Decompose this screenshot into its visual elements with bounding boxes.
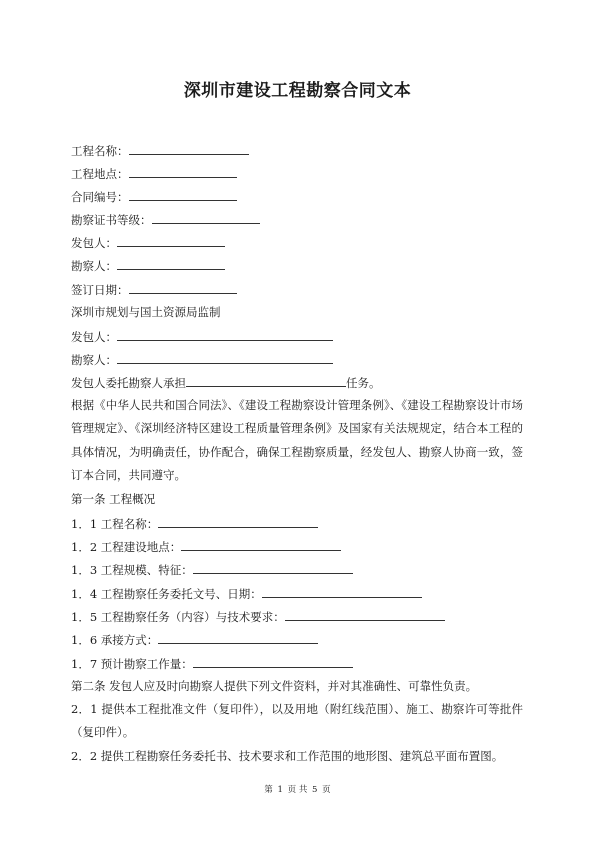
entrust-line: 发包人委托勘察人承担 任务。 bbox=[71, 376, 381, 390]
blank-line[interactable] bbox=[285, 608, 445, 621]
field-surveyor: 勘察人： bbox=[71, 257, 225, 274]
field-contract-number: 合同编号： bbox=[71, 188, 237, 205]
preamble-paragraph: 根据《中华人民共和国合同法》、《建设工程勘察设计管理条例》、《建设工程勘察设计市场管理规定》、《深圳经济特区建设工程质量管理条例》及国家有关法规规定，结合本工程的具体情况，为明确责任，协作配合，确保工程勘察质量，经发包人、勘察人协商一致，签订本合同，共同遵守。 bbox=[71, 398, 523, 482]
party-b-line: 勘察人： bbox=[71, 351, 333, 368]
article-2-title: 第二条 发包人应及时向勘察人提供下列文件资料，并对其准确性、可靠性负责。 bbox=[71, 679, 478, 693]
current-page-number: 1 bbox=[277, 785, 283, 795]
blank-line[interactable] bbox=[129, 165, 237, 178]
total-page-number: 5 bbox=[312, 785, 318, 795]
blank-line[interactable] bbox=[152, 211, 260, 224]
field-client: 发包人： bbox=[71, 234, 225, 251]
blank-line[interactable] bbox=[262, 585, 422, 598]
article-1-item: 1．1 工程名称： bbox=[71, 515, 318, 532]
blank-line[interactable] bbox=[158, 515, 318, 528]
article-2-item-2: 2．2 提供工程勘察任务委托书、技术要求和工作范围的地形图、建筑总平面布置图。 bbox=[71, 749, 504, 763]
article-1-title: 第一条 工程概况 bbox=[71, 492, 156, 506]
article-1-item: 1．4 工程勘察任务委托文号、日期： bbox=[71, 585, 422, 602]
blank-line[interactable] bbox=[117, 351, 333, 364]
article-1-item: 1．7 预计勘察工作量： bbox=[71, 655, 353, 672]
blank-line[interactable] bbox=[129, 281, 237, 294]
article-1-item: 1．2 工程建设地点： bbox=[71, 538, 341, 555]
blank-line[interactable] bbox=[193, 655, 353, 668]
blank-line[interactable] bbox=[129, 188, 237, 201]
field-project-location: 工程地点： bbox=[71, 165, 237, 182]
blank-line[interactable] bbox=[158, 631, 318, 644]
article-1-item: 1．3 工程规模、特征： bbox=[71, 561, 353, 578]
supervisor-note: 深圳市规划与国土资源局监制 bbox=[71, 305, 221, 319]
blank-line[interactable] bbox=[129, 142, 249, 155]
blank-line[interactable] bbox=[186, 374, 346, 387]
field-sign-date: 签订日期： bbox=[71, 281, 237, 298]
blank-line[interactable] bbox=[117, 257, 225, 270]
field-project-name: 工程名称： bbox=[71, 142, 249, 159]
blank-line[interactable] bbox=[181, 538, 341, 551]
article-1-item: 1．6 承接方式： bbox=[71, 631, 318, 648]
blank-line[interactable] bbox=[193, 561, 353, 574]
document-title: 深圳市建设工程勘察合同文本 bbox=[183, 81, 412, 101]
field-certificate-grade: 勘察证书等级： bbox=[71, 211, 260, 228]
party-a-line: 发包人： bbox=[71, 328, 333, 345]
blank-line[interactable] bbox=[117, 328, 333, 341]
page-footer: 第 1 页 共 5 页 bbox=[264, 785, 331, 795]
article-2-item-1: 2．1 提供本工程批准文件（复印件），以及用地（附红线范围）、施工、勘察许可等批件（复印件）。 bbox=[71, 702, 523, 740]
blank-line[interactable] bbox=[117, 234, 225, 247]
article-1-item: 1．5 工程勘察任务（内容）与技术要求： bbox=[71, 608, 445, 625]
